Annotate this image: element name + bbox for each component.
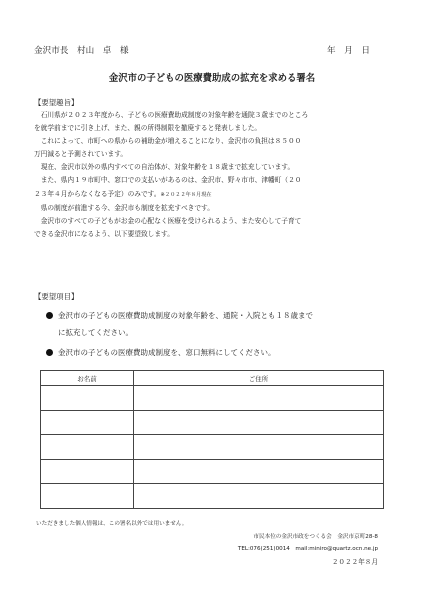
purpose-line: 金沢市のすべての子どもがお金の心配なく医療を受けられるよう、また安心して子育て xyxy=(40,216,302,225)
address-cell[interactable] xyxy=(134,459,384,484)
address-cell[interactable] xyxy=(134,386,384,411)
date-field: 年 月 日 xyxy=(327,46,370,56)
address-cell[interactable] xyxy=(134,410,384,435)
request-item-1: 金沢市の子どもの医療費助成制度の対象年齢を、通院・入院とも１８歳まで xyxy=(46,310,313,321)
name-cell[interactable] xyxy=(41,484,134,509)
addressee: 金沢市長 村山 卓 様 xyxy=(34,46,129,56)
issue-date: ２０２２年８月 xyxy=(331,558,378,566)
document-title: 金沢市の子どもの医療費助成の拡充を求める署名 xyxy=(108,73,316,84)
address-cell[interactable] xyxy=(134,435,384,460)
table-header-row xyxy=(41,371,384,386)
purpose-text xyxy=(34,109,394,241)
purpose-line: 現在、金沢市以外の県内すべての自治体が、対象年齢を１８歳まで拡充しています。 xyxy=(40,163,295,172)
purpose-line: 万円減ると予測されています。 xyxy=(34,150,128,159)
requests-label: 【要望項目】 xyxy=(34,292,79,301)
request-item-1-cont: に拡充してください。 xyxy=(58,328,133,337)
table-row xyxy=(41,410,384,435)
column-header-name: お名前 xyxy=(41,371,134,386)
name-cell[interactable] xyxy=(41,435,134,460)
name-cell[interactable] xyxy=(41,410,134,435)
purpose-line: 石川県が２０２３年度から、子どもの医療費助成制度の対象年齢を通院３歳までのところ xyxy=(40,111,309,119)
purpose-line: を就学前までに引き上げ、また、親の所得制限を撤廃すると発表しました。 xyxy=(34,124,262,133)
request-item-2: 金沢市の子どもの医療費助成制度を、窓口無料にしてください。 xyxy=(46,347,276,358)
bullet-icon xyxy=(46,312,53,319)
purpose-line: できる金沢市になるよう、以下要望致します。 xyxy=(34,229,174,238)
column-header-address: ご住所 xyxy=(134,371,384,386)
table-row xyxy=(41,435,384,460)
purpose-line: ２３年４月からなくなる予定）のみです。※２０２２年８月現在 xyxy=(34,189,212,198)
table-row xyxy=(41,459,384,484)
purpose-line: これによって、市町への県からの補助金が増えることになり、金沢市の負担は８５００ xyxy=(40,137,302,146)
purpose-line: 県の制度が前進する今、金沢市も制度を拡充すべきです。 xyxy=(40,203,214,212)
name-cell[interactable] xyxy=(41,459,134,484)
purpose-label: 【要望趣旨】 xyxy=(34,98,79,107)
signature-table xyxy=(40,370,384,509)
name-cell[interactable] xyxy=(41,386,134,411)
contact-info: TEL:076(251)0014 mail:miniro@quartz.ocn.ne.jp xyxy=(237,546,378,552)
address-cell[interactable] xyxy=(134,484,384,509)
bullet-icon xyxy=(46,349,53,356)
organization: 市民本位の金沢市政をつくる会 金沢市京町28-8 xyxy=(253,534,378,540)
privacy-note: いただきました個人情報は、この署名以外では用いません。 xyxy=(36,521,188,527)
date-note: ※２０２２年８月現在 xyxy=(160,191,212,198)
purpose-line: また、県内１９市町中、窓口での支払いがあるのは、金沢市、野々市市、津幡町（２０ xyxy=(40,176,302,185)
table-row xyxy=(41,484,384,509)
table-row xyxy=(41,386,384,411)
